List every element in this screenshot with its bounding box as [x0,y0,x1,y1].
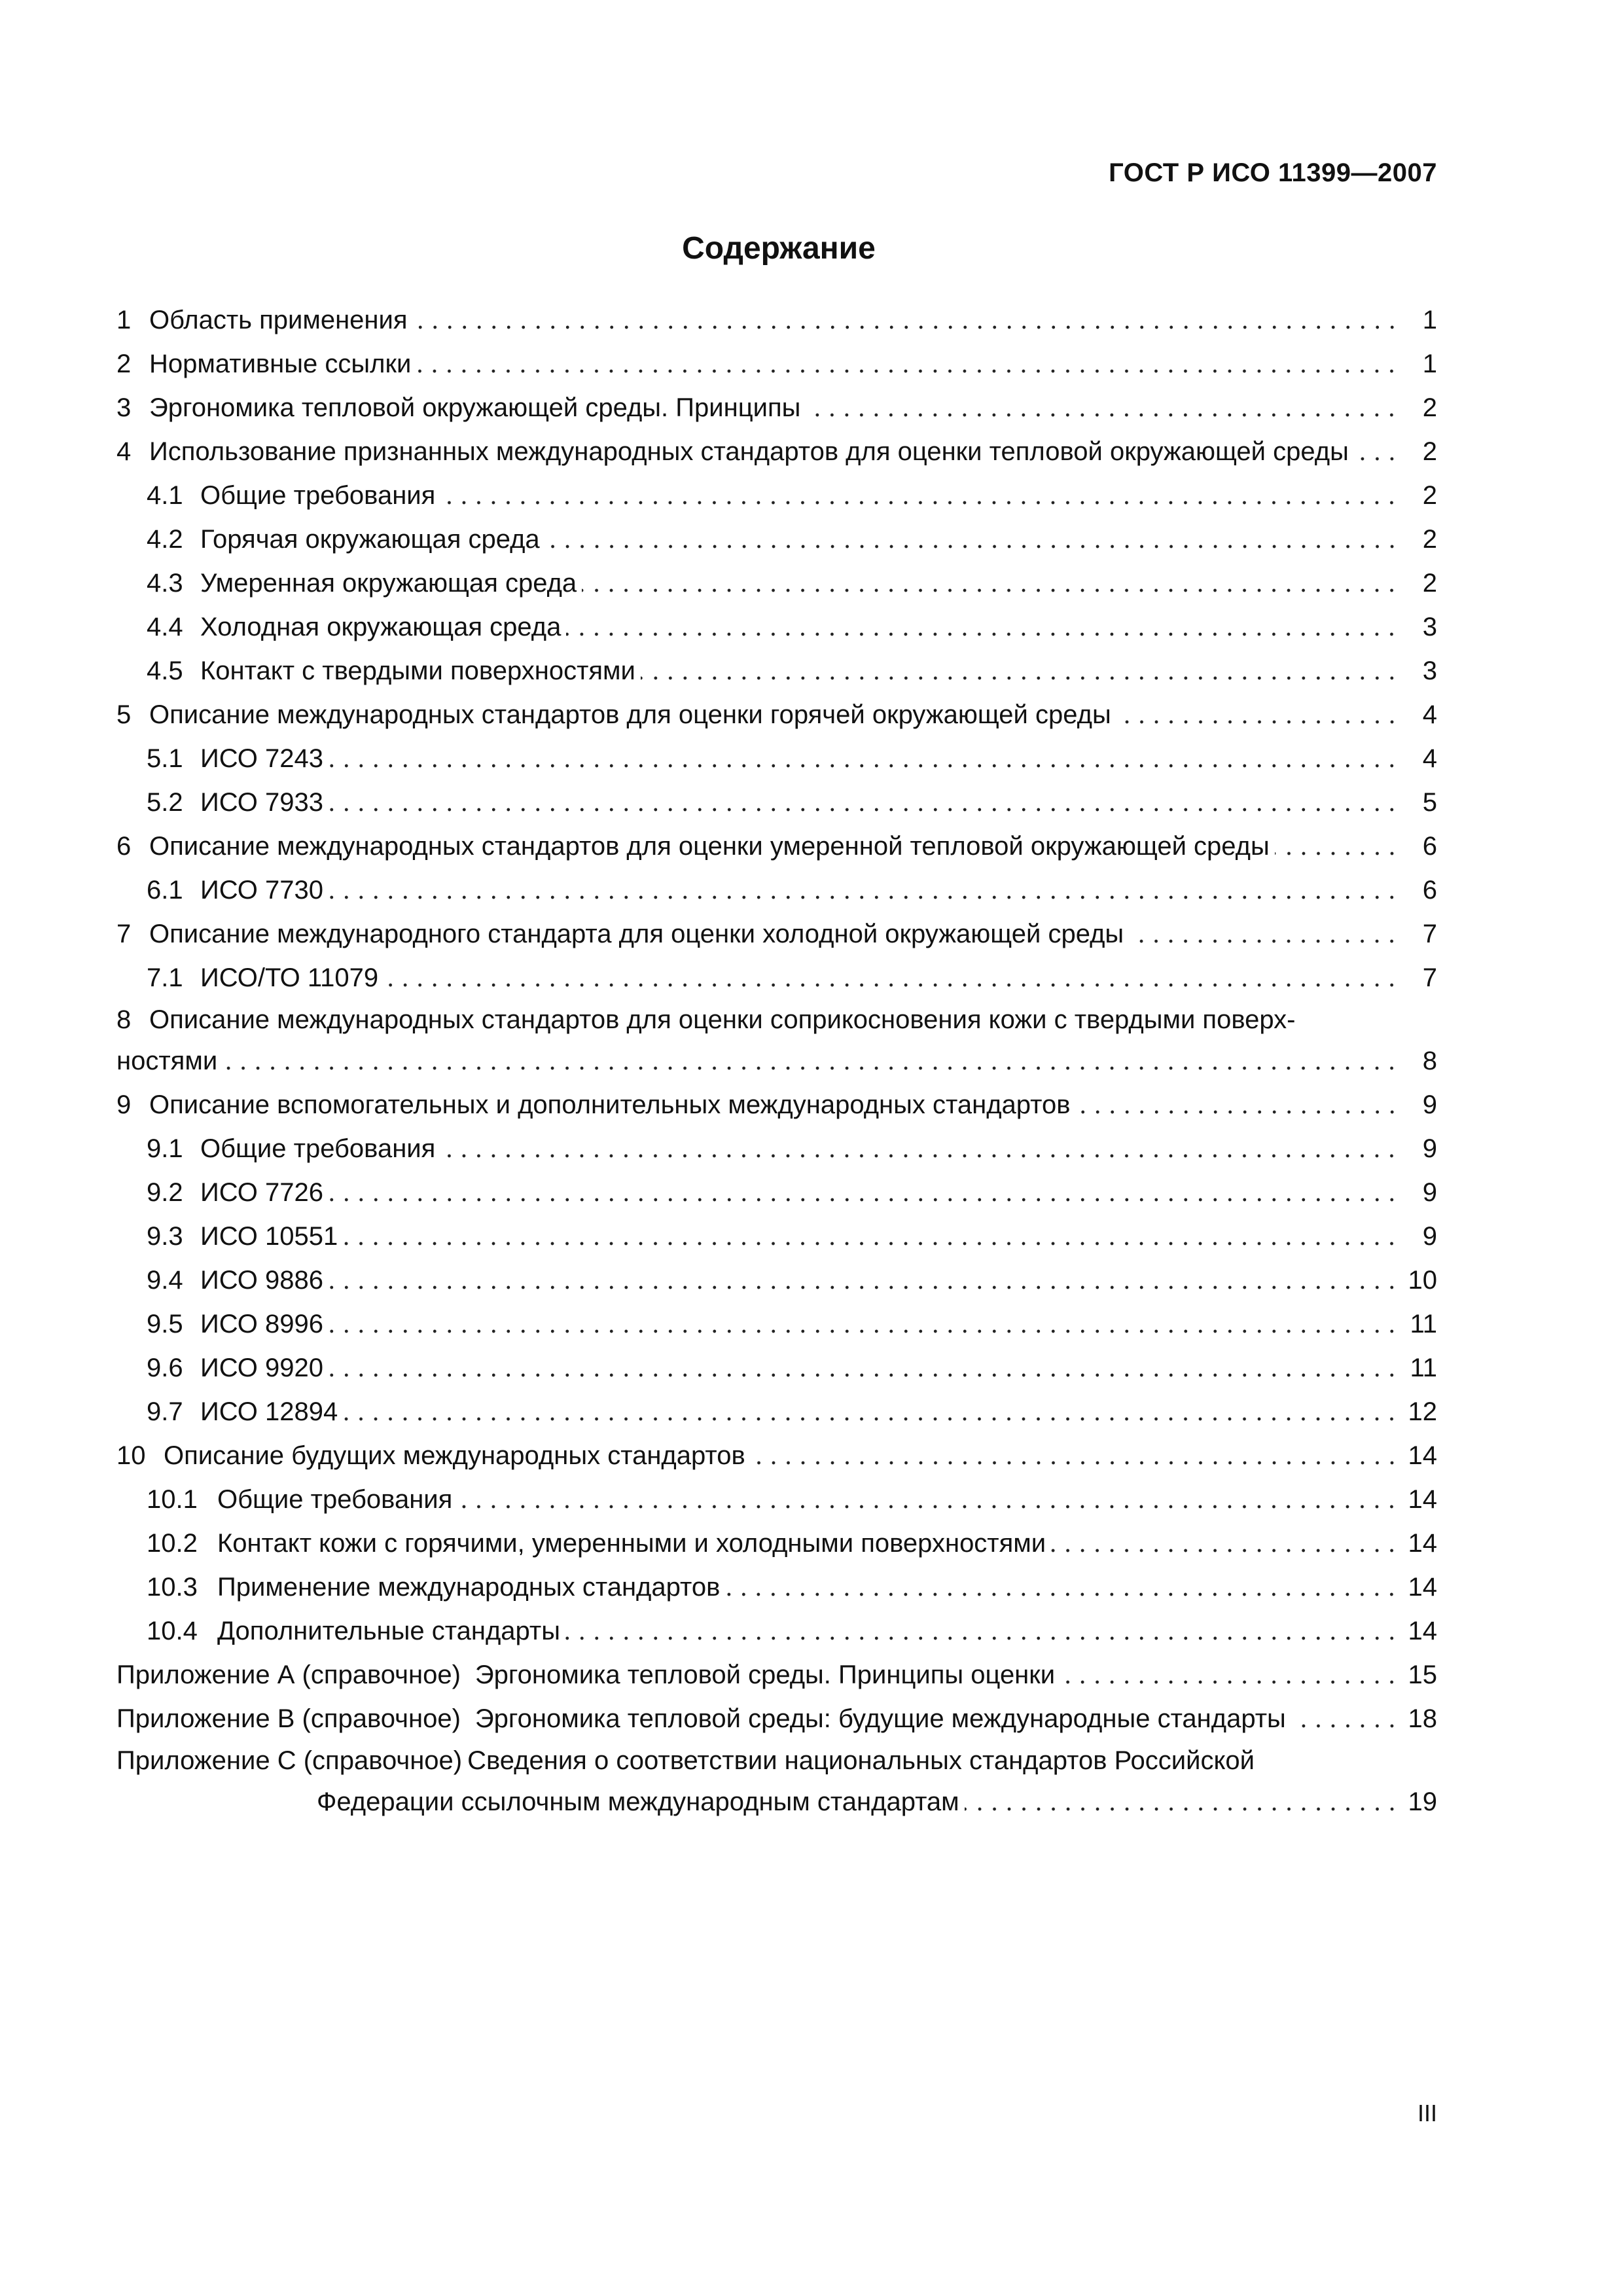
dot-leader [343,1242,1399,1246]
toc-entry-9-1[interactable] [116,1127,1437,1171]
toc-entry-number: 2 [116,350,132,378]
toc-entry-5-1[interactable] [116,737,1437,781]
dot-leader [413,325,1399,329]
toc-entry-page: 14 [1408,1485,1437,1514]
toc-entry-page: 9 [1422,1090,1437,1119]
toc-entry-number: 5.1 [147,744,183,773]
dot-leader [329,1329,1399,1333]
toc-entry-9-3[interactable] [116,1215,1437,1259]
toc-entry-4-2[interactable] [116,518,1437,562]
toc-entry-number: 10.4 [147,1617,198,1645]
dot-leader [1129,939,1399,943]
toc-entry-title: Общие требования [200,1134,436,1163]
toc-entry-title: ИСО/ТО 11079 [200,963,379,992]
dot-leader [751,1461,1399,1465]
dot-leader [641,676,1399,680]
toc-entry-number: 4 [116,437,132,466]
toc-entry-page: 6 [1422,876,1437,905]
toc-entry-number: 9.5 [147,1310,183,1338]
toc-entry-page: 5 [1422,788,1437,817]
toc-entry-number: 9 [116,1090,132,1119]
toc-entry-title: Умеренная окружающая среда [200,569,577,598]
toc-entry-title: Контакт кожи с горячими, умеренными и холодными поверхностями [217,1529,1046,1558]
toc-entry-page: 9 [1422,1178,1437,1207]
dot-leader [1076,1110,1399,1114]
toc-entry-number: 7 [116,920,132,948]
toc-entry-page: 4 [1422,700,1437,729]
toc-entry-4-4[interactable] [116,605,1437,649]
toc-entry-page: 2 [1422,393,1437,422]
toc-entry-title: Описание будущих международных стандартов [164,1441,745,1470]
toc-entry-page: 14 [1408,1441,1437,1470]
toc-entry-title-line1: Описание международных стандартов для оценки соприкосновения кожи с твердыми поверх- [149,1005,1296,1034]
toc-entry-title: Описание международных стандартов для оценки горячей окружающей среды [149,700,1111,729]
toc-annex-b[interactable] [116,1697,1437,1741]
dot-leader [582,588,1399,592]
toc-entry-number: 4.5 [147,656,183,685]
toc-entry-number: 10.3 [147,1573,198,1602]
toc-entry-title: Общие требования [200,481,436,510]
toc-entry-10-3[interactable] [116,1566,1437,1609]
toc-entry-page: 1 [1422,350,1437,378]
dot-leader [1116,720,1399,724]
toc-entry-title: ИСО 9886 [200,1266,323,1295]
dot-leader [806,413,1399,417]
toc-entry-number: 9.3 [147,1222,183,1251]
toc-entry-number: 6.1 [147,876,183,905]
toc-entry-page: 10 [1408,1266,1437,1295]
toc-entry-number: 10.1 [147,1485,198,1514]
toc-entry-number: 1 [116,306,132,334]
toc-entry-title: ИСО 7726 [200,1178,323,1207]
toc-entry-title: ИСО 7933 [200,788,323,817]
toc-annex-title-line1: Сведения о соответствии национальных стандартов Российской [467,1746,1255,1775]
toc-entry-title: Область применения [149,306,408,334]
toc-entry-page: 14 [1408,1529,1437,1558]
toc-annex-label: Приложение А (справочное) [116,1660,461,1689]
toc-entry-2[interactable] [116,342,1437,386]
toc-entry-page: 9 [1422,1134,1437,1163]
dot-leader [725,1592,1399,1596]
toc-annex-page: 19 [1408,1787,1437,1816]
toc-entry-page: 4 [1422,744,1437,773]
table-of-contents [116,298,1437,1824]
toc-entry-number: 10.2 [147,1529,198,1558]
toc-entry-page: 2 [1422,481,1437,510]
toc-entry-page: 14 [1408,1617,1437,1645]
toc-entry-page: 2 [1422,525,1437,554]
dot-leader [223,1066,1399,1070]
toc-entry-title: Контакт с твердыми поверхностями [200,656,635,685]
toc-entry-4-1[interactable] [116,474,1437,518]
toc-entry-page: 11 [1410,1310,1437,1338]
toc-entry-9[interactable] [116,1083,1437,1127]
dot-leader [566,632,1399,636]
toc-entry-number: 9.4 [147,1266,183,1295]
toc-entry-6-1[interactable] [116,869,1437,912]
toc-entry-page: 9 [1422,1222,1437,1251]
toc-entry-number: 4.3 [147,569,183,598]
toc-entry-page: 3 [1422,613,1437,641]
dot-leader [565,1636,1399,1640]
toc-entry-page: 7 [1422,920,1437,948]
toc-entry-title-line2: ностями [116,1047,218,1075]
toc-entry-9-4[interactable] [116,1259,1437,1302]
toc-entry-number: 5.2 [147,788,183,817]
dot-leader [1051,1549,1399,1552]
toc-entry-4[interactable] [116,430,1437,474]
toc-entry-number: 4.2 [147,525,183,554]
toc-entry-10-4[interactable] [116,1609,1437,1653]
toc-entry-title: Использование признанных международных стандартов для оценки тепловой окружающей среды [149,437,1349,466]
dot-leader [965,1807,1399,1811]
toc-entry-9-2[interactable] [116,1171,1437,1215]
toc-entry-title: Дополнительные стандарты [217,1617,560,1645]
toc-entry-page: 2 [1422,569,1437,598]
toc-entry-number: 6 [116,832,132,861]
toc-entry-number: 9.7 [147,1397,183,1426]
dot-leader [1275,852,1399,855]
toc-entry-title: Общие требования [217,1485,453,1514]
toc-entry-number: 9.6 [147,1354,183,1382]
toc-entry-page: 2 [1422,437,1437,466]
toc-entry-1[interactable] [116,298,1437,342]
toc-entry-title: ИСО 10551 [200,1222,338,1251]
toc-entry-number: 4.1 [147,481,183,510]
toc-entry-number: 9.2 [147,1178,183,1207]
toc-title: Содержание [682,231,876,266]
toc-entry-9-6[interactable] [116,1346,1437,1390]
dot-leader [329,764,1399,768]
toc-annex-label: Приложение С (справочное) [116,1746,463,1775]
toc-entry-7-1[interactable] [116,956,1437,1000]
toc-entry-9-5[interactable] [116,1302,1437,1346]
toc-annex-page: 15 [1408,1660,1437,1689]
page-number: III [1417,2100,1437,2126]
toc-entry-title: Применение международных стандартов [217,1573,721,1602]
toc-entry-title: ИСО 9920 [200,1354,323,1382]
toc-entry-number: 8 [116,1005,132,1034]
dot-leader [545,545,1399,548]
toc-entry-title: Описание вспомогательных и дополнительных международных стандартов [149,1090,1071,1119]
toc-annex-a[interactable] [116,1653,1437,1697]
toc-entry-page: 11 [1410,1354,1437,1382]
toc-annex-c[interactable] [116,1741,1437,1824]
toc-entry-title: Описание международного стандарта для оценки холодной окружающей среды [149,920,1124,948]
document-code: ГОСТ Р ИСО 11399—2007 [1109,158,1437,187]
toc-entry-page: 3 [1422,656,1437,685]
dot-leader [1060,1680,1399,1684]
dot-leader [383,983,1399,987]
dot-leader [440,501,1399,505]
toc-entry-number: 4.4 [147,613,183,641]
toc-entry-10-1[interactable] [116,1478,1437,1522]
dot-leader [457,1505,1399,1509]
toc-entry-number: 10 [116,1441,146,1470]
toc-entry-number: 7.1 [147,963,183,992]
toc-entry-number: 3 [116,393,132,422]
toc-entry-8[interactable] [116,1000,1437,1083]
toc-entry-title: Эргономика тепловой окружающей среды. Принципы [149,393,801,422]
toc-entry-4-5[interactable] [116,649,1437,693]
toc-entry-page: 6 [1422,832,1437,861]
dot-leader [1291,1724,1399,1728]
toc-annex-page: 18 [1408,1704,1437,1733]
dot-leader [329,895,1399,899]
toc-entry-title: Холодная окружающая среда [200,613,562,641]
dot-leader [1354,457,1399,461]
toc-entry-page: 7 [1422,963,1437,992]
toc-entry-page: 12 [1408,1397,1437,1426]
toc-entry-10[interactable] [116,1434,1437,1478]
dot-leader [329,1373,1399,1377]
toc-annex-label: Приложение В (справочное) [116,1704,461,1733]
toc-entry-5[interactable] [116,693,1437,737]
toc-entry-title: Нормативные ссылки [149,350,412,378]
dot-leader [329,1285,1399,1289]
toc-entry-3[interactable] [116,386,1437,430]
toc-entry-6[interactable] [116,825,1437,869]
toc-entry-title: ИСО 8996 [200,1310,323,1338]
toc-annex-title: Эргономика тепловой среды: будущие международные стандарты [474,1704,1286,1733]
toc-annex-title-line2: Федерации ссылочным международным стандартам [317,1787,959,1816]
toc-entry-title: ИСО 12894 [200,1397,338,1426]
toc-entry-number: 9.1 [147,1134,183,1163]
toc-entry-title: Описание международных стандартов для оценки умеренной тепловой окружающей среды [149,832,1270,861]
toc-entry-10-2[interactable] [116,1522,1437,1566]
toc-entry-7[interactable] [116,912,1437,956]
toc-entry-number: 5 [116,700,132,729]
dot-leader [416,369,1399,373]
toc-entry-page: 14 [1408,1573,1437,1602]
dot-leader [329,1198,1399,1202]
toc-entry-9-7[interactable] [116,1390,1437,1434]
toc-entry-page: 8 [1422,1047,1437,1075]
dot-leader [329,808,1399,812]
toc-annex-title: Эргономика тепловой среды. Принципы оценки [474,1660,1056,1689]
toc-entry-title: Горячая окружающая среда [200,525,540,554]
dot-leader [343,1417,1399,1421]
toc-entry-5-2[interactable] [116,781,1437,825]
toc-entry-page: 1 [1422,306,1437,334]
toc-entry-4-3[interactable] [116,562,1437,605]
dot-leader [440,1154,1399,1158]
toc-entry-title: ИСО 7730 [200,876,323,905]
toc-entry-title: ИСО 7243 [200,744,323,773]
